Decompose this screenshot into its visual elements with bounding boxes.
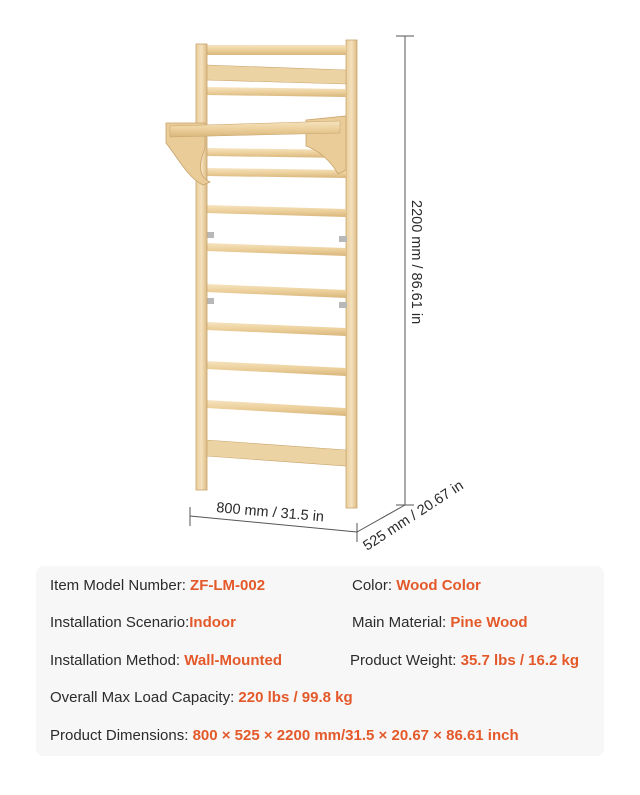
left-rail: [196, 44, 207, 490]
spec-scenario-value: Indoor: [189, 614, 236, 631]
spec-dimensions-value: 800 × 525 × 2200 mm/31.5 × 20.67 × 86.61 inch: [192, 727, 519, 744]
spec-color: [352, 577, 481, 594]
right-rail: [346, 40, 357, 508]
spec-method-value: Wall-Mounted: [184, 652, 283, 669]
spec-scenario: [50, 614, 236, 631]
spec-weight: [350, 652, 579, 669]
spec-weight-label: Product Weight:: [350, 652, 461, 669]
wall-bracket: [339, 302, 347, 308]
spec-method: [50, 652, 282, 669]
spec-color-label: Color:: [352, 577, 397, 594]
spec-material-value: Pine Wood: [450, 614, 528, 631]
spec-method-label: Installation Method:: [50, 652, 185, 669]
spec-model-value: ZF-LM-002: [190, 577, 266, 594]
top-plank: [206, 65, 346, 84]
spec-color-value: Wood Color: [396, 577, 481, 594]
depth-label: 525 mm / 20.67 in: [360, 477, 467, 555]
spec-model-label: Item Model Number:: [50, 577, 191, 594]
spec-dimensions-label: Product Dimensions:: [50, 727, 193, 744]
spec-scenario-label: Installation Scenario:: [50, 614, 190, 631]
wall-bracket: [339, 236, 347, 242]
wall-bars: [166, 40, 357, 508]
rungs: [206, 45, 346, 416]
spec-load-value: 220 lbs / 99.8 kg: [238, 689, 353, 706]
width-label: 800 mm / 31.5 in: [215, 500, 325, 526]
height-label: 2200 mm / 86.61 in: [408, 200, 424, 325]
bottom-plank: [206, 440, 346, 466]
spec-material: [352, 614, 528, 631]
spec-material-label: Main Material:: [352, 614, 451, 631]
spec-weight-value: 35.7 lbs / 16.2 kg: [460, 652, 580, 669]
spec-load: [50, 689, 353, 706]
spec-model: [50, 577, 265, 594]
spec-load-label: Overall Max Load Capacity:: [50, 689, 239, 706]
spec-dimensions: [50, 727, 519, 744]
spec-card: [36, 566, 604, 756]
